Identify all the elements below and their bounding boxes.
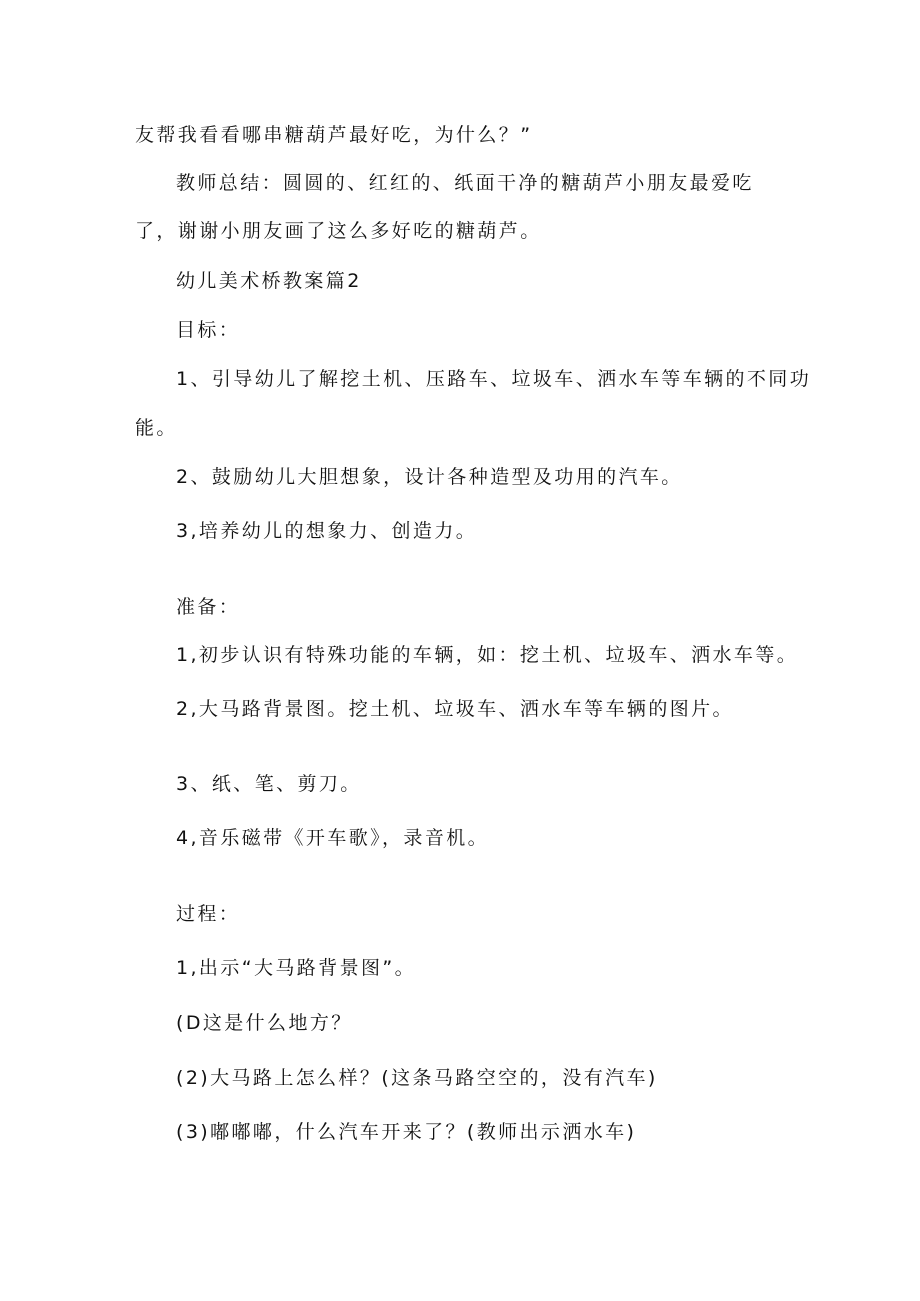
label-goals: 目标：	[176, 319, 241, 341]
list-item: (3)嘟嘟嘟，什么汽车开来了？(教师出示洒水车)	[176, 1121, 637, 1143]
list-item: 1,出示“大马路背景图”。	[176, 957, 417, 979]
label-process: 过程：	[176, 903, 241, 925]
list-item: 4,音乐磁带《开车歌》，录音机。	[176, 827, 490, 849]
list-item: 2、鼓励幼儿大胆想象，设计各种造型及功用的汽车。	[176, 466, 683, 488]
text-line: 了，谢谢小朋友画了这么多好吃的糖葫芦。	[135, 220, 542, 242]
section-heading: 幼儿美术桥教案篇2	[176, 270, 362, 292]
list-item: 1,初步认识有特殊功能的车辆，如：挖土机、垃圾车、洒水车等。	[176, 644, 799, 666]
list-item: 1、引导幼儿了解挖土机、压路车、垃圾车、洒水车等车辆的不同功	[176, 368, 812, 390]
text-line: 能。	[135, 417, 178, 439]
list-item: (D这是什么地方？	[176, 1012, 353, 1034]
list-item: 3,培养幼儿的想象力、创造力。	[176, 520, 478, 542]
text-line: 教师总结：圆圆的、红红的、纸面干净的糖葫芦小朋友最爱吃	[176, 172, 754, 194]
list-item: 2,大马路背景图。挖土机、垃圾车、洒水车等车辆的图片。	[176, 698, 734, 720]
list-item: (2)大马路上怎么样？(这条马路空空的，没有汽车)	[176, 1067, 658, 1089]
text-line: 友帮我看看哪串糖葫芦最好吃，为什么？”	[135, 124, 533, 146]
list-item: 3、纸、笔、剪刀。	[176, 773, 362, 795]
label-preparation: 准备：	[176, 596, 241, 618]
